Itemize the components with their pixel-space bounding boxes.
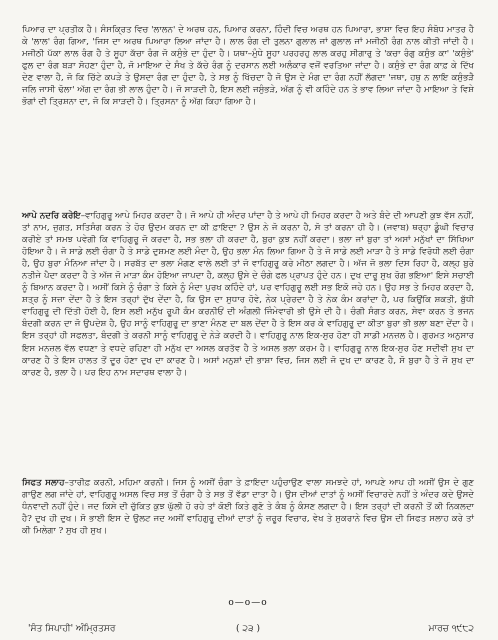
page-footer xyxy=(22,624,474,640)
paragraph-3 xyxy=(22,477,474,537)
document-page xyxy=(22,24,474,634)
paragraph-1 xyxy=(22,24,474,108)
paragraph-3-heading: ਸਿਫਤ ਸਲਾਹ xyxy=(22,478,65,488)
footer-publication: 'ਸੰਤ ਸਿਪਾਹੀ' ਅੰਮ੍ਰਿਤਸਰ xyxy=(28,624,116,634)
paragraph-2-heading: ਆਪੇ ਨਦਰਿ ਕਰੇਇ xyxy=(22,211,81,221)
paragraph-2-text: –ਵਾਹਿਗੁਰੂ ਆਪੇ ਮਿਹਰ ਕਰਦਾ ਹੈ। ਜੋ ਆਪੇ ਹੀ ਅੰਦਰ ਪਾਂਦਾ ਹੈ ਤੇ ਆਪੇ ਹੀ ਮਿਹਰ ਕਰਦਾ ਹੈ ਅਤੇ ਬੰਦੇ ਦੀ ਆਪਣੀ ਕੁਝ ਵੱਸ ਨਹੀਂ, ਤਾਂ ਨਾਮ, ਜੁਗਤ, ਸਤਿਸੰਗ ਕਰਨ ਤੇ ਹੋਰ ਉਦਮ ਕਰਨ ਦਾ ਕੀ ਫ਼ਾਇਦਾ ? ਉਸ ਨੇ ਜੋ ਕਰਨਾ ਹੈ, ਸੋ ਤਾਂ ਕਰਨਾ ਹੀ ਹੈ। (ਜਵਾਬ) ਥਰ੍ਹਾ ਡੂੰਘੀ ਵਿਚਾਰ ਕਰੀਏ ਤਾਂ ਸਮਝ ਪਵੇਗੀ ਕਿ ਵਾਹਿਗੁਰੂ ਜੋ ਕਰਦਾ ਹੈ, ਸਭ ਭਲਾ ਹੀ ਕਰਦਾ ਹੈ, ਬੁਰਾ ਕੁਝ ਨਹੀਂ ਕਰਦਾ। ਭਲਾ ਜਾਂ ਬੁਰਾ ਤਾਂ ਅਸਾਂ ਮਨੁੱਖਾਂ ਦਾ ਸਿੱਖਿਆ ਹੋਇਆ ਹੈ। ਜੋ ਸਾਡੇ ਲਈ ਚੰਗਾ ਹੈ ਤੇ ਸਾਡੇ ਦੁਸ਼ਮਣ ਲਈ ਮੰਦਾ ਹੈ, ਉਹ ਭਲਾ ਮੰਨ ਲਿਆ ਗਿਆ ਹੈ ਤੇ ਜੋ ਸਾਡੇ ਲਈ ਮਾੜਾ ਹੈ ਤੇ ਸਾਡੇ ਵਿਰੋਧੀ ਲਈ ਚੰਗਾ ਹੈ, ਉਹ ਬੁਰਾ ਮੰਨਿਆ ਜਾਂਦਾ ਹੈ। ਸਰਬੱਤ ਦਾ ਭਲਾ ਮੰਗਣ ਵਾਲੇ ਲਈ ਤਾਂ ਜੋ ਵਾਹਿਗੁਰੂ ਕਰੇ ਮੀਠਾ ਲਗਦਾ ਹੈ। ਅੱਜ ਜੋ ਭਲਾ ਦਿਸ ਰਿਹਾ ਹੈ, ਕਲ੍ਹ ਬੁਰੇ ਨਤੀਜੇ ਪੈਦਾ ਕਰਦਾ ਹੈ ਤੇ ਅੱਜ ਜੋ ਮਾੜਾ ਕੰਮ ਹੋਇਆ ਜਾਪਦਾ ਹੈ, ਕਲ੍ਹ ਉਸੇ ਦੇ ਚੰਗੇ ਫਲ ਪ੍ਰਾਪਤ ਹੁੰਦੇ ਹਨ। ਦੁਖ ਦਾਰੂ ਸੁਖ ਰੋਗ ਭਇਆ' ਇਸੇ ਸਚਾਈ ਨੂੰ ਬਿਆਨ ਕਰਦਾ ਹੈ। ਅਸੀਂ ਕਿਸੇ ਨੂੰ ਚੰਗਾ ਤੇ ਕਿਸੇ ਨੂੰ ਮੰਦਾ ਪੁਰਖ ਕਹਿੰਦੇ ਹਾਂ, ਪਰ ਵਾਹਿਗੁਰੂ ਲਈ ਸਭ ਇਕੋ ਜਹੇ ਹਨ। ਉਹ ਸਭ ਤੇ ਮਿਹਰ ਕਰਦਾ ਹੈ, ਸ਼ਤ੍ਰ ਨੂੰ ਸਜ਼ਾ ਦੇਂਦਾ ਹੈ ਤੇ ਇਸ ਤਰ੍ਹਾਂ ਦੁੱਖ ਦੇਂਦਾ ਹੈ, ਕਿ ਉਸ ਦਾ ਸੁਧਾਰ ਹੋਵੇ, ਨੇਕ ਪ੍ਰੇਰਦਾ ਹੈ ਤੇ ਨੇਕ ਕੰਮ ਕਰਾਂਦਾ ਹੈ, ਪਰ ਕਿਉਂਕਿ ਸ਼ਕਤੀ, ਬੁੱਧੀ ਵਾਹਿਗੁਰੂ ਦੀ ਦਿੱਤੀ ਹੋਈ ਹੈ, ਇਸ ਲਈ ਮਨੁੱਖ ਰੂਪੀ ਕੰਮ ਕਰਨੀਓਂ ਦੀ ਅੰਗਲੀ ਜਿੰਮੇਵਾਰੀ ਭੀ ਉਸੇ ਦੀ ਹੈ। ਚੰਗੀ ਸੰਗਤ ਕਰਨ, ਸੇਵਾ ਕਰਨ ਤੇ ਭਜਨ ਬੰਦਗੀ ਕਰਨ ਦਾ ਜੋ ਉਪਦੇਸ਼ ਹੈ, ਉਹ ਸਾਨੂੰ ਵਾਹਿਗੁਰੂ ਦਾ ਭਾਣਾ ਮੰਨਣ ਦਾ ਬਲ ਦੇਂਦਾ ਹੈ ਤੇ ਇਸ ਕਰ ਕੇ ਵਾਹਿਗੁਰੂ ਦਾ ਕੀਤਾ ਬੁਰਾ ਭੀ ਭਲਾ ਬਣਾ ਦੇਂਦਾ ਹੈ। ਇਸ ਤਰ੍ਹਾਂ ਹੀ ਸਫਲਤਾ, ਬੰਦਗੀ ਤੇ ਕਰਨੀ ਸਾਨੂੰ ਵਾਹਿਗੁਰੂ ਦੇ ਨੇੜੇ ਕਰਦੀ ਹੈ। ਵਾਹਿਗੁਰੂ ਨਾਲ ਇਕ-ਸੁਰ ਹੋਣਾ ਹੀ ਸਾਡੀ ਮਨਜ਼ਲ ਹੈ। ਗੁਰਮਤ ਅਨੁਸਾਰ ਇਸ ਮਨਜ਼ਲ ਵੱਲ ਵਧਣਾ ਤੇ ਵਧਦੇ ਰਹਿਣਾ ਹੀ ਮਨੁੱਖ ਦਾ ਅਸਲ ਕਰਤੱਵ ਹੈ ਤੇ ਅਸਲ ਭਲਾ ਕਰਮ ਹੈ। ਵਾਹਿਗੁਰੂ ਨਾਲ ਇਕ-ਸੁਰ ਹੋਣ ਸਦੀਵੀ ਸੁਖ ਦਾ ਕਾਰਣ ਹੈ ਤੇ ਇਸ ਹਾਲਤ ਤੋਂ ਦੂਰ ਹੋਣਾ ਦੁਖ ਦਾ ਕਾਰਣ ਹੈ। ਅਸਾਂ ਮਨੁਸ਼ਾਂ ਦੀ ਭਾਸ਼ਾ ਵਿਚ, ਜਿਸ ਲਈ ਜੋ ਦੁਖ ਦਾ ਕਾਰਣ ਹੈ, ਸੋ ਬੁਰਾ ਹੈ ਤੇ ਜੋ ਸੁਖ ਦਾ ਕਾਰਣ ਹੈ, ਭਲਾ ਹੈ। ਪਰ ਇਹ ਨਾਮ ਸਦਾਰਥ ਵਾਲਾ ਹੈ। xyxy=(22,211,474,378)
paragraph-1-text: ਪਿਆਰ ਦਾ ਪ੍ਰਤੀਕ ਹੈ। ਸੰਸਕ੍ਰਿਤ ਵਿਚ 'ਲਾਲਨ' ਦੇ ਅਰਥ ਹਨ, ਪਿਆਰ ਕਰਨਾ, ਹਿੰਦੀ ਵਿਚ ਅਰਥ ਹਨ ਪਿਆਰਾ, ਭਾਸ਼ਾ ਵਿਚ ਇਹ ਸੰਬੋਧ ਮਾਤਰ ਹੈ ਕੇ 'ਲਾਲ' ਰੰਗ ਗਿਆ, 'ਜਿਸ ਦਾ ਅਰਥ ਪਿਆਰਾ ਲਿਆ ਜਾਂਦਾ ਹੈ। ਲਾਲ ਰੰਗ ਦੀ ਤੁਲਨਾ ਗੁਲਾਲ ਜਾਂ ਗੁਲਾਲ ਜਾਂ ਮਜੀਠੀ ਰੰਗ ਨਾਲ ਕੀਤੀ ਜਾਂਦੀ ਹੈ। ਮਜੀਠੀ ਪੱਕਾ ਲਾਲ ਰੰਗ ਹੈ ਤੇ ਸੂਹਾ ਕੱਚਾ ਰੰਗ ਜੋ ਕਸੁੰਭੇ ਦਾ ਹੁੰਦਾ ਹੈ। ਯਥਾ–ਮੁੰਧੇ ਸੂਹਾ ਪਰਹਰਹੁ ਲਾਲ ਕਰਹੁ ਸੀਗਾਰੁ ਤੇ 'ਕਚਾ ਰੰਗੁ ਕਸੁੰਭ ਕਾ' 'ਕਸੁੰਭੇ' ਫੁਲ ਦਾ ਰੰਗ ਬੜਾ ਸੋਹਣਾ ਹੁੰਦਾ ਹੈ, ਜੋ ਮਾਇਆ ਦੇ ਸੰਖ ਤੇ ਕੱਚੇ ਰੰਗ ਨੂੰ ਦਰਸਾਨ ਲਈ ਅਲੰਕਾਰ ਵਜੋਂ ਵਰਤਿਆ ਜਾਂਦਾ ਹੈ। ਕਸੁੰਭੇ ਦਾ ਰੰਗ ਕਾਫ਼ ਕੇ ਦਿੱਖ ਦੇਣ ਵਾਲਾ ਹੈ, ਜੋ ਕਿ ਚਿੱਟੇ ਕਪੜੇ ਤੇ ਉਸਦਾ ਰੰਗ ਦਾ ਹੁੰਦਾ ਹੈ, ਤੇ ਸਭ ਨੂੰ ਖਿੱਚਦਾ ਹੈ ਜੋ ਉਸ ਦੇ ਮੰਗ ਦਾ ਰੰਗ ਨਹੀਂ ਲੱਗਦਾ 'ਜਥਾ, ਹਥੁ ਨ ਲਾਇ ਕਸੁੰਭੜੈ ਜਲਿ ਜਾਸੀ ਢੋਲਾ' ਅੱਗ ਦਾ ਰੰਗ ਭੀ ਲਾਲ ਹੁੰਦਾ ਹੈ। ਜੋ ਸਾੜਦੀ ਹੈ, ਇਸ ਲਈ ਜਸੁੰਭੜੇ, ਅੱਗ ਨੂੰ ਵੀ ਕਹਿੰਦੇ ਹਨ ਤੇ ਭਾਵ ਲਿਆ ਜਾਂਦਾ ਹੈ ਮਾਇਆ ਤੇ ਵਿਸ਼ੇ ਭੋਗਾਂ ਦੀ ਤ੍ਰਿਸ਼ਨਾ ਦਾ, ਜੋ ਕਿ ਸਾੜਦੀ ਹੈ। ਤ੍ਰਿਸਨਾ ਨੂੰ ਅੱਗ ਕਿਹਾ ਗਿਆ ਹੈ। xyxy=(22,25,474,108)
section-separator: o—o—o xyxy=(228,598,268,608)
footer-date: ਮਾਰਚ ੧੯੮੨ xyxy=(428,624,474,634)
footer-page-number: ( ੨੩ ) xyxy=(236,624,260,634)
paragraph-3-text: –ਤਾਰੀਫ਼ ਕਰਨੀ, ਮਹਿਮਾ ਕਰਨੀ। ਜਿਸ ਨੂੰ ਅਸੀਂ ਚੰਗਾ ਤੇ ਫ਼ਾਇਦਾ ਪਹੁੰਚਾਉਣ ਵਾਲਾ ਸਮਝਦੇ ਹਾਂ, ਆਪਣੇ ਆਪ ਹੀ ਅਸੀਂ ਉਸ ਦੇ ਗੁਣ ਗਾਉਣ ਲਗ ਜਾਂਦੇ ਹਾਂ, ਵਾਹਿਗੁਰੂ ਅਸਲ ਵਿਚ ਸਭ ਤੋਂ ਚੰਗਾ ਹੈ ਤੇ ਸਭ ਤੋਂ ਵੱਡਾ ਦਾਤਾ ਹੈ। ਉਸ ਦੀਆਂ ਦਾਤਾਂ ਨੂੰ ਅਸੀਂ ਵਿਚਾਰਦੇ ਨਹੀਂ ਤੇ ਅੰਦਰ ਕਦੇ ਉਸਦੇ ਧੰਨਵਾਦੀ ਨਹੀਂ ਹੁੰਦੇ। ਜਦ ਕਿਸੇ ਦੀ ਚੁੱਕਿਤ ਕੁਝ ਘੁੱਲੀ ਹੋ ਰਹੇ ਤਾਂ ਕੋਈ ਕਿਤੇ ਗੁਣੋ ਤੇ ਕੰਬ ਨੂੰ ਕੰਸਣ ਲਗਦਾ ਹੈ। ਇਸ ਤਰ੍ਹਾਂ ਦੀ ਕਰਨੀ ਤੋਂ ਕੀ ਨਿਕਲਦਾ ਹੈ? ਦੁਖ ਹੀ ਦੁਖ। ਸੋ ਭਾਈ ਇਸ ਦੇ ਉਲਟ ਜਦ ਅਸੀਂ ਵਾਹਿਗੁਰੂ ਦੀਆਂ ਦਾਤਾਂ ਨੂੰ ਜ਼ਰੂਰ ਵਿਚਾਰ, ਵੇਖ ਤੇ ਸੁਕਰਾਨੇ ਵਿਚ ਉਸ ਦੀ ਸਿਫਤ ਸਲਾਹ ਕਰੇ ਤਾਂ ਕੀ ਮਿਲੇਗਾ ? ਸੁਖ ਹੀ ਸੁਖ। xyxy=(22,478,474,537)
paragraph-2 xyxy=(22,210,474,379)
